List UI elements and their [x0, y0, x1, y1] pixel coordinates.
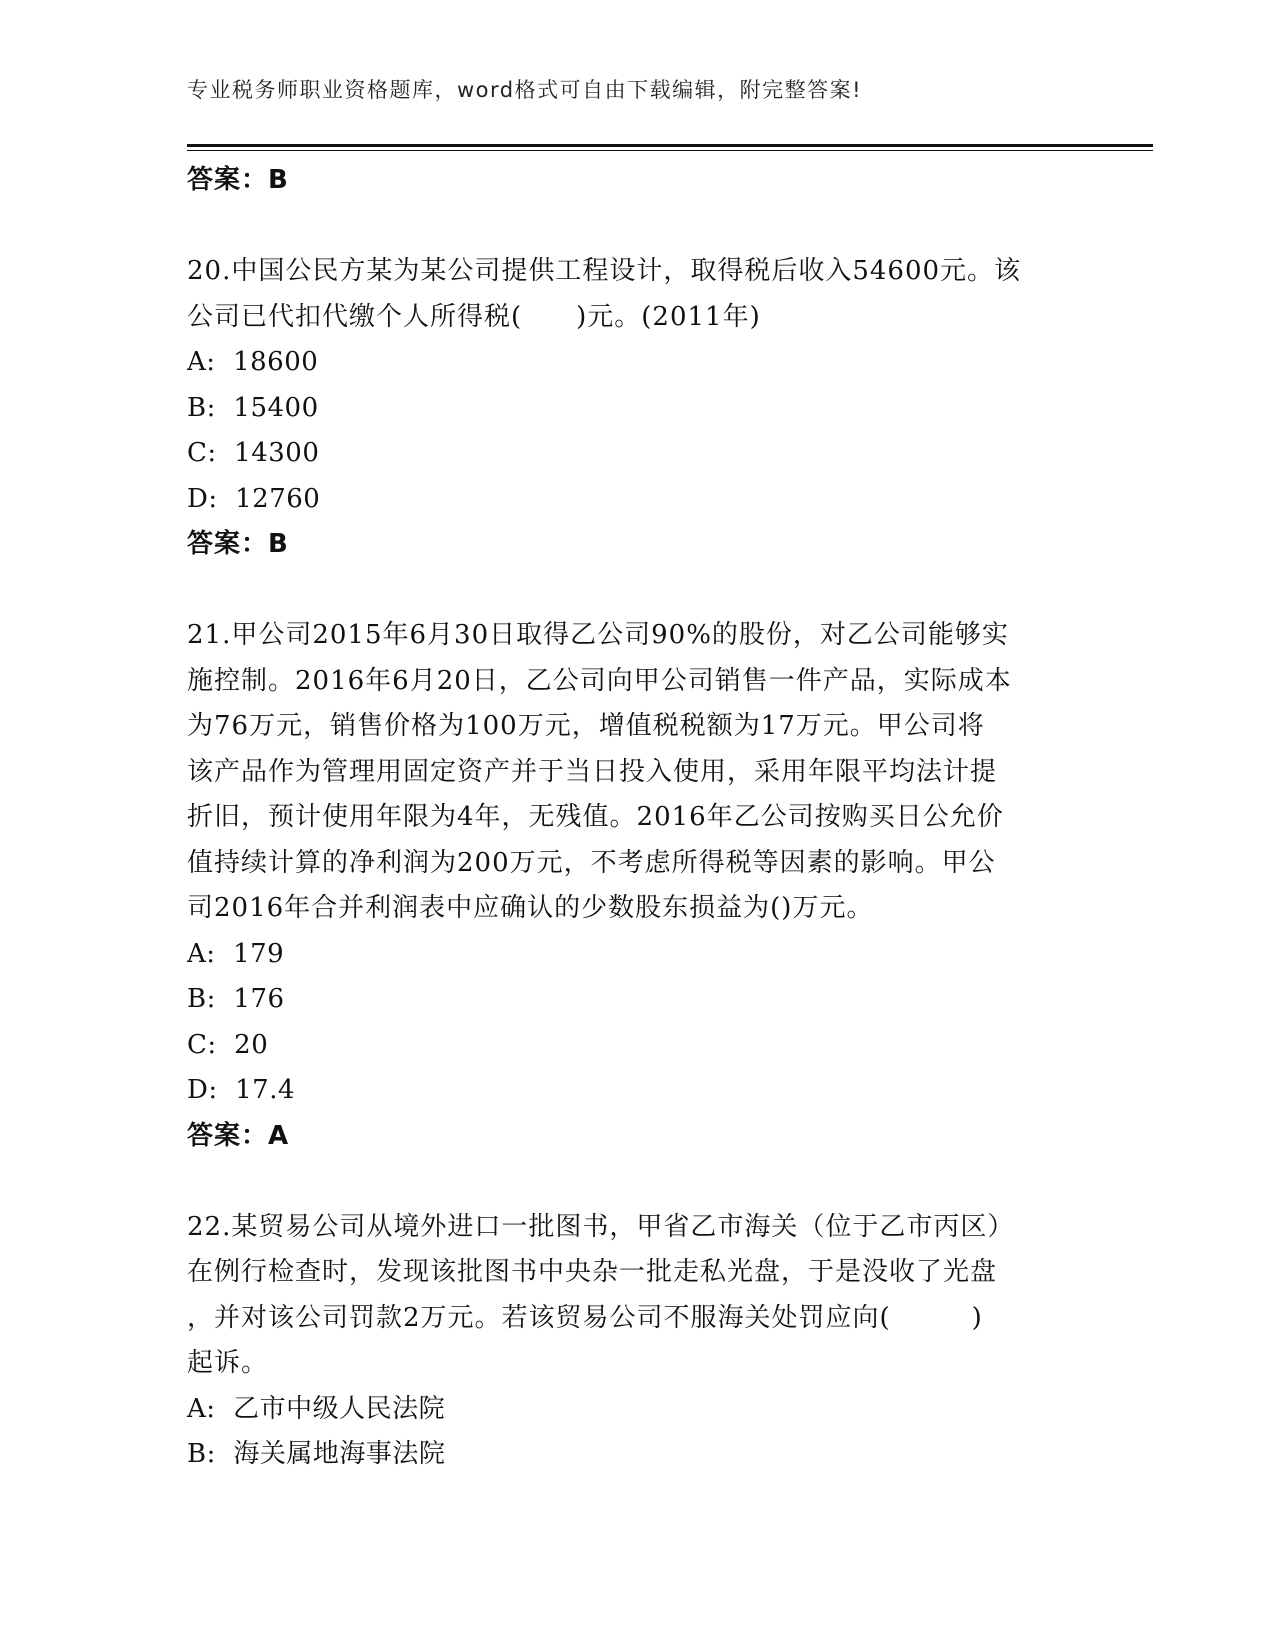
question-text-line: 在例行检查时，发现该批图书中央杂一批走私光盘，于是没收了光盘	[187, 1257, 998, 1287]
question-20	[187, 249, 1087, 340]
question-text-line: 该产品作为管理用固定资产并于当日投入使用，采用年限平均法计提	[187, 756, 998, 787]
option-c: C: 20	[187, 1029, 269, 1060]
question-22	[187, 1205, 1087, 1387]
option-d: D: 12760	[187, 483, 321, 514]
question-text-line: 值持续计算的净利润为200万元，不考虑所得税等因素的影响。甲公	[187, 847, 996, 878]
answer-line: 答案：B	[187, 529, 289, 559]
question-text-line: 21.甲公司2015年6月30日取得乙公司90%的股份，对乙公司能够实	[187, 620, 1009, 650]
answer-line: 答案：A	[187, 1120, 290, 1151]
option-a: A: 乙市中级人民法院	[187, 1393, 446, 1424]
page-header: 专业税务师职业资格题库，word格式可自由下载编辑，附完整答案!	[187, 78, 863, 102]
question-text-line: 起诉。	[187, 1348, 269, 1378]
question-text-line: 公司已代扣代缴个人所得税( )元。(2011年)	[187, 301, 761, 332]
option-b: B: 海关属地海事法院	[187, 1439, 446, 1469]
question-text-line: 22.某贸易公司从境外进口一批图书，甲省乙市海关（位于乙市丙区）	[187, 1211, 1015, 1242]
option-a: A: 18600	[187, 347, 319, 377]
question-text-line: 折旧，预计使用年限为4年，无残值。2016年乙公司按购买日公允价	[187, 802, 1004, 832]
document-body	[187, 158, 1087, 1478]
header-rule-thin	[187, 150, 1153, 151]
question-21	[187, 613, 1087, 932]
option-c: C: 14300	[187, 438, 320, 468]
option-b: B: 15400	[187, 392, 319, 423]
question-text-line: 20.中国公民方某为某公司提供工程设计，取得税后收入54600元。该	[187, 256, 1022, 286]
answer-line: 答案：B	[187, 165, 289, 195]
option-b: B: 176	[187, 984, 285, 1014]
question-text-line: 施控制。2016年6月20日，乙公司向甲公司销售一件产品，实际成本	[187, 665, 1012, 696]
option-d: D: 17.4	[187, 1075, 296, 1105]
question-text-line: 为76万元，销售价格为100万元，增值税税额为17万元。甲公司将	[187, 711, 985, 741]
question-text-line: 司2016年合并利润表中应确认的少数股东损益为()万元。	[187, 893, 874, 923]
option-a: A: 179	[187, 938, 285, 969]
header-rule-thick	[187, 144, 1153, 147]
question-text-line: ，并对该公司罚款2万元。若该贸易公司不服海关处罚应向( )	[187, 1302, 983, 1333]
